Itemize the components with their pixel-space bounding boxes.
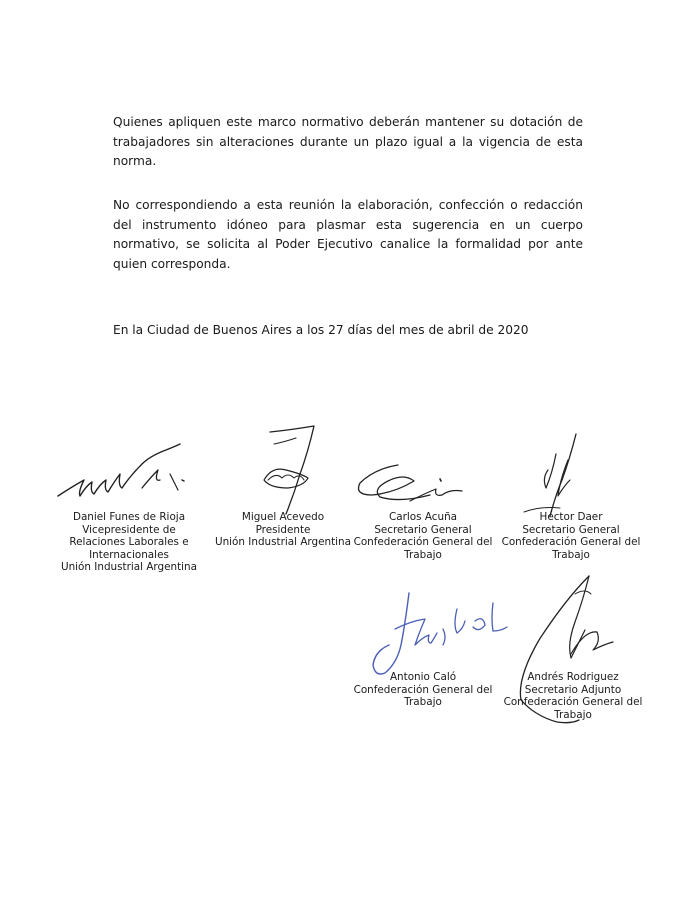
signature-acuna xyxy=(350,455,470,510)
signer-title-line: Secretario General xyxy=(374,523,472,536)
signer-title-line: Internacionales xyxy=(89,548,169,561)
signer-name: Miguel Acevedo xyxy=(241,511,325,523)
signer-name: Héctor Daer xyxy=(539,511,603,523)
paragraph-workforce: Quienes apliquen este marco normativo deberán mantener su dotación de trabajadores sin alteraciones durante un plazo igual a la vigencia de esta norma. xyxy=(113,115,583,168)
signer-name: Antonio Caló xyxy=(389,671,457,683)
signer-organization: Unión Industrial Argentina xyxy=(60,561,198,574)
signer-title-line: Secretario General xyxy=(522,523,620,536)
signer-title-line: Presidente xyxy=(255,523,311,536)
signer-organization-line: Confederación General del xyxy=(501,536,641,549)
signer-organization-line: Trabajo xyxy=(554,708,592,721)
signer-organization-line: Trabajo xyxy=(552,548,590,561)
signer-title-line: Secretario Adjunto xyxy=(524,683,622,696)
signer-calo xyxy=(352,671,494,709)
paragraph-executive-request: No correspondiendo a esta reunión la elaboración, confección o redacción del instrumento idóneo para plasmar esta sugerencia en un cuerpo normativo, se solicita al Poder Ejecutivo canalice la formalidad por ante quien corresponda. xyxy=(113,198,583,271)
signature-funes-de-rioja xyxy=(50,430,210,510)
signer-rodriguez xyxy=(503,671,643,721)
signer-organization-line: Trabajo xyxy=(404,548,442,561)
signer-name: Carlos Acuña xyxy=(388,511,458,523)
signer-daer xyxy=(500,511,642,561)
signature-calo xyxy=(365,585,515,685)
signature-acevedo xyxy=(250,418,330,518)
signer-name: Daniel Funes de Rioja xyxy=(72,511,186,523)
signer-name: Andrés Rodriguez xyxy=(527,671,619,683)
signer-title-line: Relaciones Laborales e xyxy=(69,536,189,549)
signer-organization-line: Confederación General del xyxy=(353,683,493,696)
signer-organization-line: Trabajo xyxy=(404,696,442,709)
signer-acuna xyxy=(353,511,493,561)
signer-acevedo xyxy=(208,511,358,549)
signer-funes-de-rioja xyxy=(54,511,204,574)
signer-title-line: Vicepresidente de xyxy=(82,523,176,536)
signer-organization-line: Confederación General del xyxy=(503,696,643,709)
closing-date-line: En la Ciudad de Buenos Aires a los 27 días del mes de abril de 2020 xyxy=(113,323,529,337)
signer-organization-line: Confederación General del xyxy=(353,536,493,549)
signer-organization: Unión Industrial Argentina xyxy=(214,536,352,549)
